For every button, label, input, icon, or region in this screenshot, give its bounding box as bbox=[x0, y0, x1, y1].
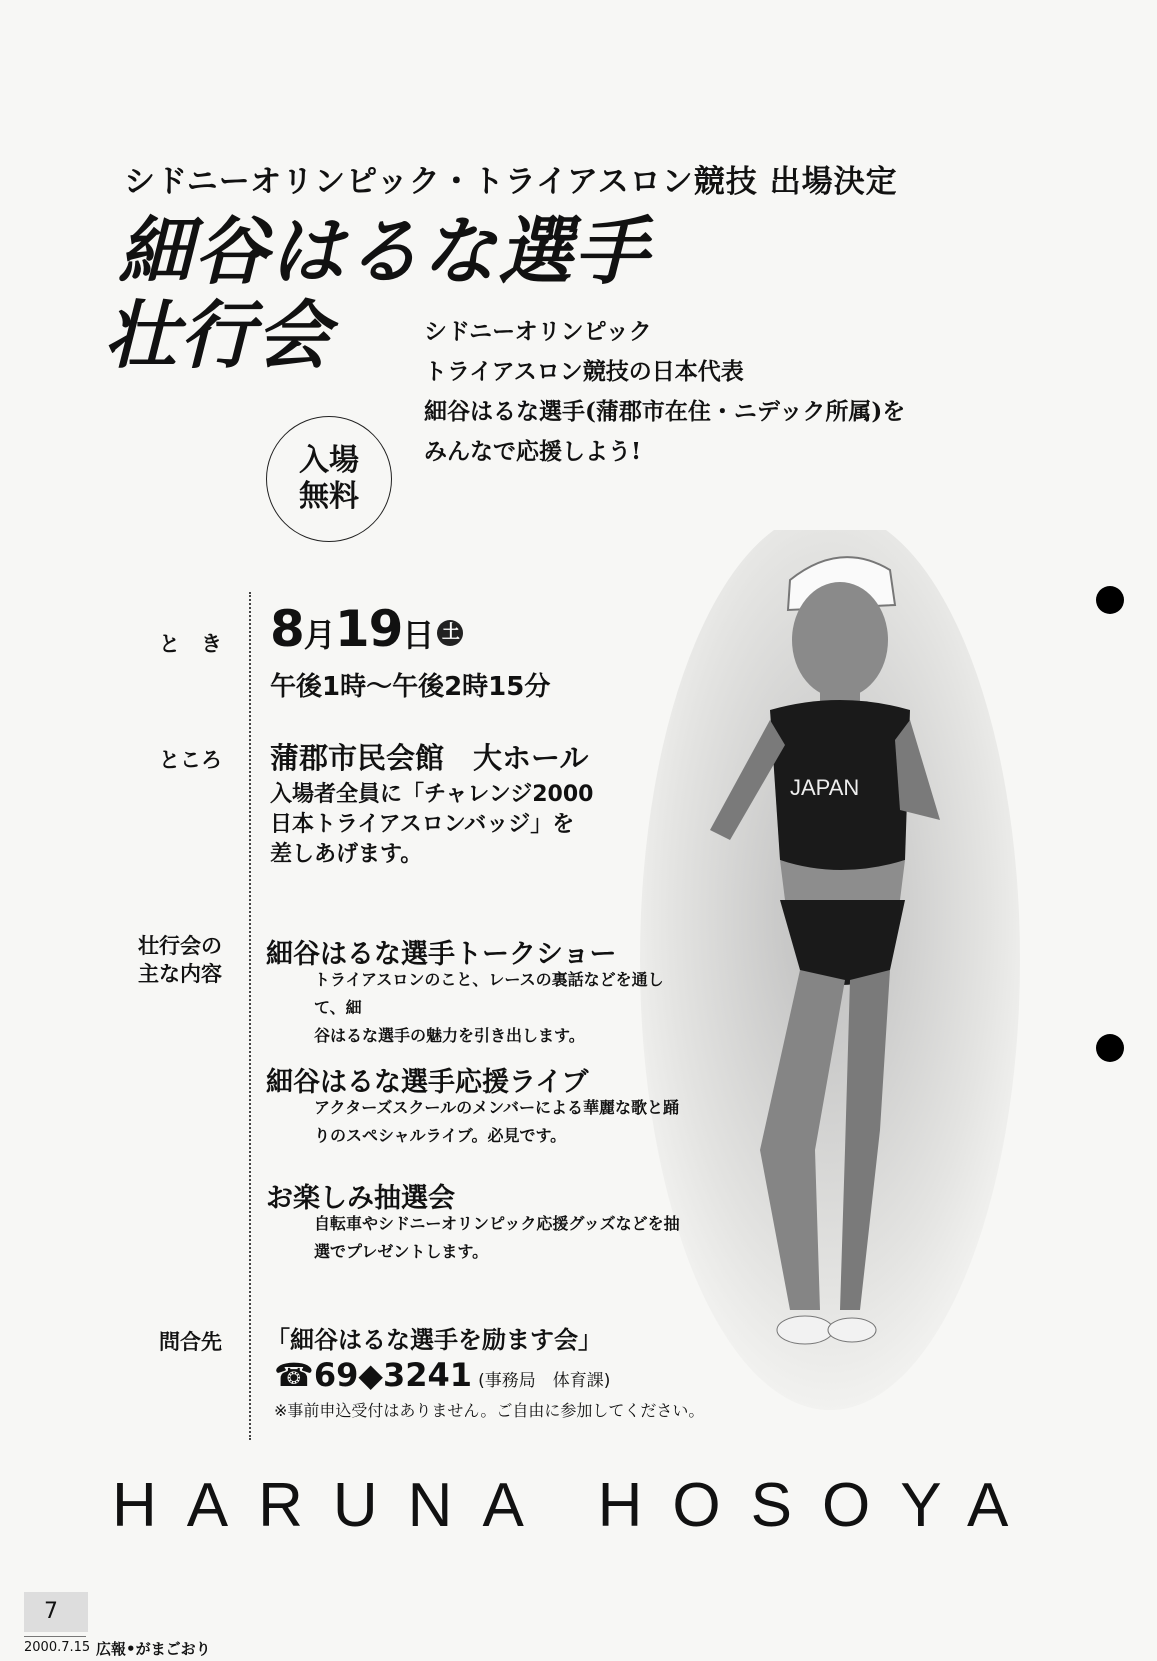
program-item-title: 細谷はるな選手応援ライブ bbox=[266, 1067, 589, 1098]
runner-photo bbox=[640, 530, 1020, 1430]
intro-line: 細谷はるな選手(蒲郡市在住・ニデック所属)を bbox=[424, 398, 906, 425]
gift-line: 日本トライアスロンバッジ」を bbox=[270, 812, 575, 837]
free-admission-badge bbox=[266, 416, 392, 542]
program-item-title: 細谷はるな選手トークショー bbox=[266, 939, 617, 970]
page-title-sub: 壮行会 bbox=[104, 293, 332, 379]
phone-number: 69◆3241 bbox=[313, 1356, 473, 1394]
event-place: 蒲郡市民会館 大ホール bbox=[270, 741, 589, 775]
event-date bbox=[270, 600, 463, 658]
contact-phone bbox=[274, 1356, 610, 1394]
where-label: ところ bbox=[159, 748, 222, 772]
date-month: 8 bbox=[270, 600, 304, 658]
gift-line: 入場者全員に「チャレンジ2000 bbox=[270, 782, 594, 807]
contents-label bbox=[122, 932, 222, 988]
contact-label: 問合先 bbox=[159, 1330, 222, 1354]
badge-line: 無料 bbox=[299, 479, 359, 514]
program-desc-line: 自転車やシドニーオリンピック応援グッズなどを抽 bbox=[314, 1214, 680, 1233]
punch-hole-icon bbox=[1096, 586, 1124, 614]
date-month-unit: 月 bbox=[303, 616, 335, 654]
punch-hole-icon bbox=[1096, 1034, 1124, 1062]
program-item-desc bbox=[314, 1094, 694, 1150]
gift-line: 差しあげます。 bbox=[270, 842, 423, 867]
athlete-name-english: HARUNA HOSOYA bbox=[112, 1471, 1039, 1540]
intro-text bbox=[424, 312, 905, 472]
intro-line: トライアスロン競技の日本代表 bbox=[424, 358, 744, 385]
registration-note: ※事前申込受付はありません。ご自由に参加してください。 bbox=[274, 1401, 705, 1420]
date-day: 19 bbox=[334, 600, 403, 658]
contents-label-line: 主な内容 bbox=[138, 962, 222, 986]
publication-name: 広報•がまごおり bbox=[96, 1640, 211, 1658]
program-desc-line: りのスペシャルライブ。必見です。 bbox=[314, 1126, 567, 1145]
when-label: と き bbox=[159, 632, 222, 656]
date-day-unit: 日 bbox=[402, 616, 434, 654]
badge-line: 入場 bbox=[299, 443, 359, 478]
contact-office: (事務局 体育課) bbox=[478, 1371, 611, 1391]
program-desc-line: アクターズスクールのメンバーによる華麗な歌と踊 bbox=[314, 1098, 679, 1117]
event-time: 午後1時〜午後2時15分 bbox=[270, 672, 551, 702]
weekday-badge: 土 bbox=[437, 620, 463, 646]
event-headline: シドニーオリンピック・トライアスロン競技 出場決定 bbox=[124, 164, 898, 200]
program-desc-line: 選でプレゼントします。 bbox=[314, 1242, 489, 1261]
section-divider bbox=[249, 592, 251, 1440]
phone-icon: ☎ bbox=[274, 1356, 314, 1394]
footer-rule bbox=[24, 1636, 86, 1637]
page-title: 細谷はるな選手 bbox=[118, 209, 650, 295]
program-item-title: お楽しみ抽選会 bbox=[266, 1183, 455, 1214]
issue-date: 2000.7.15 bbox=[24, 1640, 91, 1655]
gift-note bbox=[270, 780, 593, 870]
intro-line: シドニーオリンピック bbox=[424, 318, 652, 345]
contact-organization: 「細谷はるな選手を励ます会」 bbox=[266, 1326, 602, 1354]
page-number: 7 bbox=[24, 1592, 88, 1632]
contents-label-line: 壮行会の bbox=[138, 934, 222, 958]
program-desc-line: 谷はるな選手の魅力を引き出します。 bbox=[314, 1026, 585, 1045]
suit-lettering-icon: JAPAN bbox=[790, 775, 860, 800]
program-desc-line: トライアスロンのこと、レースの裏話などを通して、細 bbox=[314, 970, 664, 1017]
program-item-desc bbox=[314, 1210, 694, 1266]
program-item-desc bbox=[314, 966, 694, 1050]
intro-line: みんなで応援しよう! bbox=[424, 438, 642, 465]
